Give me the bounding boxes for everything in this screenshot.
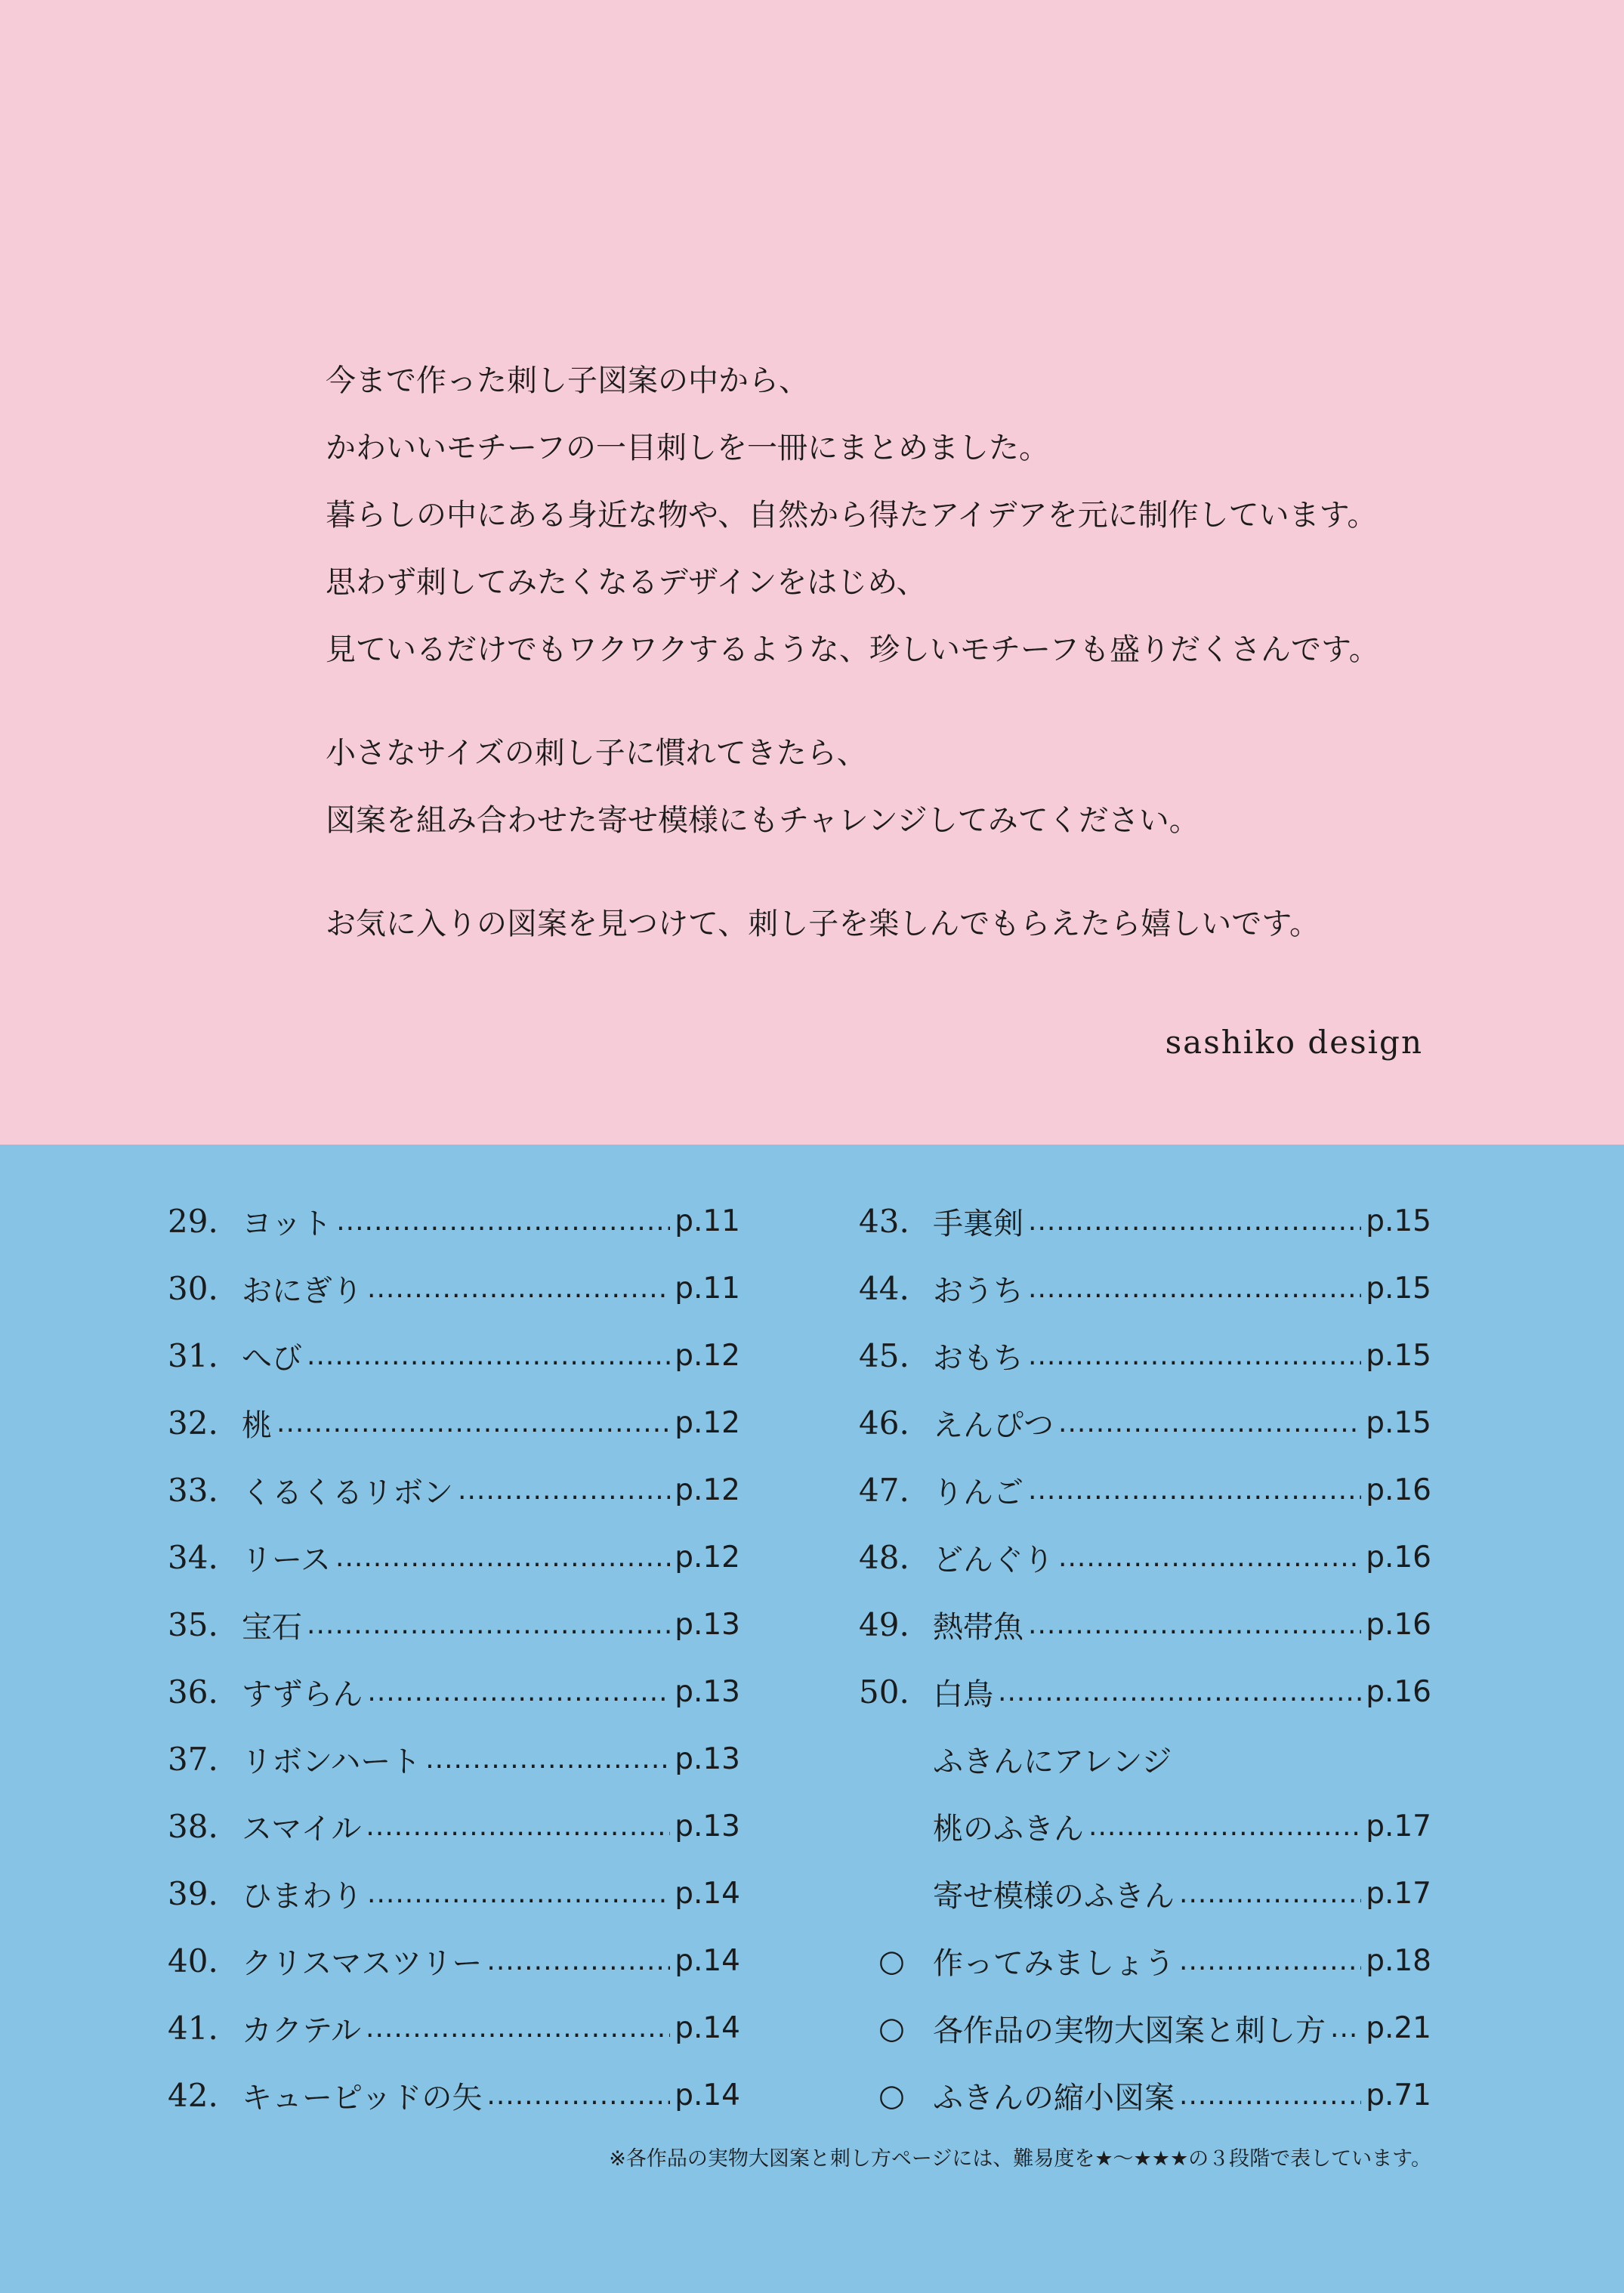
toc-page: p.13 [675,1675,740,1709]
toc-number: 34. [168,1539,218,1576]
toc-entry [168,1860,740,1927]
toc-title: 各作品の実物大図案と刺し方 [933,2013,1326,2048]
toc-number: 42. [168,2077,218,2114]
dot-leader [276,1408,670,1439]
toc-entry [859,1726,1431,1793]
intro-line: かわいいモチーフの一目刺しを一冊にまとめました。 [326,431,1049,465]
toc-entry [859,1860,1431,1927]
toc-title: スマイル [242,1812,362,1846]
toc-entry [168,1322,740,1389]
intro-line: 見ているだけでもワクワクするような、珍しいモチーフも盛りだくさんです。 [326,632,1379,667]
toc-title: キューピッドの矢 [242,2081,483,2115]
toc-title: ヨット [242,1207,332,1241]
toc-page: p.13 [675,1809,740,1843]
toc-entry [168,1726,740,1793]
toc-page: p.14 [675,1877,740,1911]
toc-number: 40. [168,1942,218,1979]
intro-paragraph [326,720,1549,854]
toc-title: おもち [933,1341,1023,1376]
dot-leader [458,1476,670,1506]
dot-leader [1058,1543,1361,1573]
dot-leader [1028,1274,1361,1304]
dot-leader [307,1341,670,1371]
toc-title: おうち [933,1274,1023,1309]
dot-leader [1179,2081,1361,2111]
toc-page: p.14 [675,2078,740,2112]
toc-page: p.16 [1366,1541,1431,1575]
toc-entry [168,1188,740,1255]
toc-page: p.15 [1366,1272,1431,1306]
dot-leader [486,1946,670,1976]
dot-leader [1330,2013,1361,2044]
toc-entry [168,1927,740,1995]
dot-leader [1028,1610,1361,1640]
toc-number: 47. [859,1472,909,1509]
toc-title: 作ってみましょう [933,1946,1175,1981]
toc-entry [859,2062,1431,2129]
toc-title: 白鳥 [933,1677,993,1712]
toc-entry [168,1591,740,1658]
toc-page: p.12 [675,1406,740,1440]
toc-title: 宝石 [242,1610,302,1645]
toc-page: p.13 [675,1608,740,1642]
toc-page: p.12 [675,1473,740,1507]
toc-entry [859,1188,1431,1255]
toc-number: 44. [859,1270,909,1307]
toc-page: p.15 [1366,1339,1431,1373]
toc-entry [168,2062,740,2129]
toc-entry [859,1524,1431,1591]
footnote: ※各作品の実物大図案と刺し方ページには、難易度を★～★★★の３段階で表しています。 [609,2147,1431,2171]
toc-page: p.71 [1366,2078,1431,2112]
toc-entry [168,1793,740,1860]
signature: sashiko design [1165,1024,1423,1061]
toc-page: p.16 [1366,1608,1431,1642]
dot-leader [367,1274,670,1304]
toc-entry [859,1927,1431,1995]
dot-leader [1179,1879,1361,1909]
intro-paragraph [326,348,1549,684]
toc-number: 49. [859,1606,909,1643]
toc-number: 35. [168,1606,218,1643]
toc-entry [859,1457,1431,1524]
toc-entry [859,1322,1431,1389]
toc-title: 桃のふきん [933,1812,1084,1846]
toc-number: 46. [859,1405,909,1442]
toc-entry [859,1995,1431,2062]
dot-leader [336,1207,670,1237]
toc-title: すずらん [242,1677,363,1712]
toc-title: ふきんの縮小図案 [933,2081,1175,2115]
toc-number: 43. [859,1203,909,1240]
toc-title: カクテル [242,2013,361,2048]
toc-page: p.15 [1366,1204,1431,1238]
toc-number: 50. [859,1673,909,1710]
toc-page: p.15 [1366,1406,1431,1440]
circle-bullet: ○ [878,1943,905,1979]
toc-page: p.18 [1366,1944,1431,1978]
toc-title: クリスマスツリー [242,1946,483,1981]
intro-text [326,348,1549,994]
toc-number: 38. [168,1808,218,1845]
toc-entry [168,1457,740,1524]
toc-page: p.13 [675,1742,740,1776]
circle-bullet: ○ [878,2078,905,2113]
toc-entry [168,1389,740,1457]
toc-title: リース [242,1543,331,1578]
toc-entry [168,1658,740,1726]
toc-title: 手裏剣 [933,1207,1023,1241]
toc-title: ふきんにアレンジ [933,1744,1172,1779]
toc-entry [168,1255,740,1322]
intro-line: お気に入りの図案を見つけて、刺し子を楽しんでもらえたら嬉しいです。 [326,907,1320,941]
intro-paragraph [326,891,1549,958]
toc-entry [859,1255,1431,1322]
intro-line: 思わず刺してみたくなるデザインをはじめ、 [326,565,927,600]
intro-line: 今まで作った刺し子図案の中から、 [326,363,809,398]
toc-page: p.11 [675,1204,740,1238]
toc-page: p.11 [675,1272,740,1306]
toc-number: 39. [168,1875,218,1912]
dot-leader [998,1677,1361,1707]
toc-number: 45. [859,1337,909,1374]
toc-entry [168,1524,740,1591]
toc-title: へび [242,1341,302,1376]
toc-number: 29. [168,1203,218,1240]
toc-title: 寄せ模様のふきん [933,1879,1175,1914]
toc-number: 37. [168,1741,218,1778]
toc-page: p.16 [1366,1675,1431,1709]
intro-line: 小さなサイズの刺し子に慣れてきたら、 [326,736,867,771]
circle-bullet: ○ [878,2010,905,2046]
dot-leader [1028,1476,1361,1506]
toc-page: p.14 [675,2011,740,2045]
dot-leader [1088,1812,1361,1842]
dot-leader [307,1610,670,1640]
toc-page: p.17 [1366,1809,1431,1843]
toc-number: 30. [168,1270,218,1307]
toc-page: p.17 [1366,1877,1431,1911]
toc-title: リボンハート [242,1744,421,1779]
toc-title: おにぎり [242,1274,363,1309]
dot-leader [425,1744,670,1775]
toc-left-column [168,1188,740,2129]
toc-page: p.12 [675,1339,740,1373]
toc-number: 36. [168,1673,218,1710]
intro-line: 図案を組み合わせた寄せ模様にもチャレンジしてみてください。 [326,803,1199,838]
dot-leader [486,2081,670,2111]
toc-number: 41. [168,2010,218,2047]
dot-leader [366,1812,670,1842]
toc-title: ひまわり [242,1879,363,1914]
toc-title: えんぴつ [933,1408,1054,1443]
toc-entry [168,1995,740,2062]
dot-leader [367,1879,670,1909]
toc-right-column [859,1188,1431,2129]
toc-title: くるくるリボン [242,1476,453,1510]
toc-number: 48. [859,1539,909,1576]
toc-title: りんご [933,1476,1023,1510]
toc-entry [859,1793,1431,1860]
toc-number: 33. [168,1472,218,1509]
dot-leader [1179,1946,1361,1976]
toc-title: どんぐり [933,1543,1054,1578]
dot-leader [1028,1341,1361,1371]
dot-leader [335,1543,670,1573]
toc-entry [859,1658,1431,1726]
toc-title: 熱帯魚 [933,1610,1023,1645]
toc-number: 31. [168,1337,218,1374]
dot-leader [367,1677,670,1707]
dot-leader [366,2013,670,2044]
toc-entry [859,1389,1431,1457]
toc-title: 桃 [242,1408,272,1443]
toc-page: p.21 [1366,2011,1431,2045]
dot-leader [1058,1408,1361,1439]
intro-line: 暮らしの中にある身近な物や、自然から得たアイデアを元に制作しています。 [326,498,1378,533]
toc-page: p.14 [675,1944,740,1978]
dot-leader [1028,1207,1361,1237]
toc-page: p.16 [1366,1473,1431,1507]
toc-entry [859,1591,1431,1658]
toc-page: p.12 [675,1541,740,1575]
toc-number: 32. [168,1405,218,1442]
intro-section [0,0,1624,1145]
